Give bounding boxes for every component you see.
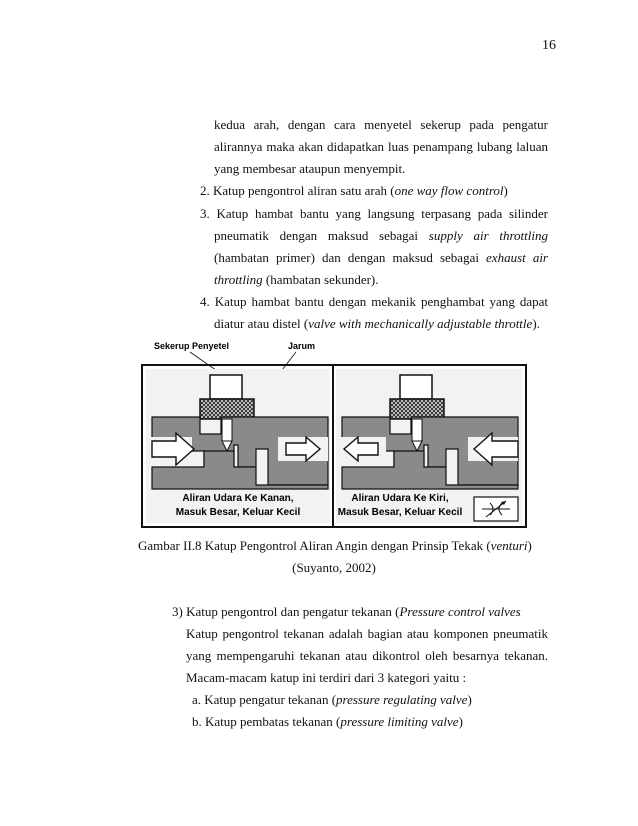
- list-item-italic: one way flow control: [394, 183, 504, 198]
- section-heading-italic: Pressure control valves: [399, 604, 521, 619]
- section-heading: [172, 603, 521, 621]
- page-number: 16: [542, 38, 556, 53]
- sub-item-close: ): [458, 714, 463, 729]
- list-item-4-line: 4. Katup hambat bantu dengan mekanik penghambat yang dapat: [200, 294, 548, 309]
- sub-item-italic: pressure regulating valve: [336, 692, 468, 707]
- sub-item-text: a. Katup pengatur tekanan (: [192, 692, 337, 707]
- list-item-italic: exhaust air: [486, 250, 548, 265]
- sub-item-close: ): [467, 692, 472, 707]
- left-panel-caption-1: Aliran Udara Ke Kanan,: [182, 493, 294, 504]
- list-item-2: [200, 182, 508, 200]
- valve-figure: [138, 339, 530, 531]
- list-item-3-line: [214, 249, 548, 267]
- body-text-line: Macam-macam katup ini terdiri dari 3 kategori yaitu :: [186, 670, 467, 685]
- adjusting-screw-knurl: [390, 399, 444, 419]
- body-text-line: yang mempengaruhi tekanan atau dikontrol oleh besarnya tekanan.: [186, 648, 548, 663]
- caption-close: ): [527, 538, 532, 553]
- sub-item-text: b. Katup pembatas tekanan (: [192, 714, 341, 729]
- list-item-italic: supply air throttling: [428, 228, 548, 243]
- body-text-line: yang membesar ataupun menyempit.: [214, 161, 406, 176]
- section-heading-text: 3) Katup pengontrol dan pengatur tekanan (: [172, 604, 400, 619]
- list-item-text: (hambatan sekunder).: [262, 272, 379, 287]
- body-text-line: alirannya maka akan didapatkan luas penampang lubang laluan: [214, 139, 548, 154]
- list-item-italic: throttling: [214, 272, 263, 287]
- right-valve-panel: [336, 369, 522, 523]
- sub-item-a: [192, 691, 472, 709]
- list-item-italic: valve with mechanically adjustable throttle: [308, 316, 533, 331]
- figure-source: (Suyanto, 2002): [292, 560, 376, 575]
- list-item-3-line: [214, 271, 379, 289]
- body-text-line: kedua arah, dengan cara menyetel sekerup pada pengatur: [214, 117, 548, 132]
- list-item-close: ): [503, 183, 508, 198]
- adjusting-screw-knurl: [200, 399, 254, 419]
- right-panel-caption-1: Aliran Udara Ke Kiri,: [351, 493, 449, 504]
- list-item-3-line: [214, 227, 548, 245]
- needle-stem: [222, 419, 232, 441]
- adjusting-screw-head: [400, 375, 432, 399]
- list-item-text: pneumatik dengan maksud sebagai: [214, 228, 429, 243]
- screw-label: Sekerup Penyetel: [154, 341, 230, 351]
- adjusting-screw-head: [210, 375, 242, 399]
- right-panel-caption-2: Masuk Besar, Keluar Kecil: [337, 507, 463, 518]
- valve-diagram: [138, 339, 530, 531]
- list-item-3-line: 3. Katup hambat bantu yang langsung terpasang pada silinder: [200, 206, 548, 221]
- list-item-close: ).: [532, 316, 540, 331]
- sub-item-b: [192, 713, 463, 731]
- sub-item-italic: pressure limiting valve: [340, 714, 459, 729]
- list-item-4-line: [214, 315, 540, 333]
- needle-stem: [412, 419, 422, 441]
- list-item-text: diatur atau distel (: [214, 316, 309, 331]
- caption-text: Gambar II.8 Katup Pengontrol Aliran Angin dengan Prinsip Tekak (: [138, 538, 491, 553]
- caption-italic: venturi: [490, 538, 528, 553]
- needle-label: Jarum: [288, 341, 316, 351]
- list-item-text: (hambatan primer) dan dengan maksud sebagai: [214, 250, 487, 265]
- left-valve-panel: [146, 369, 330, 523]
- body-text-line: Katup pengontrol tekanan adalah bagian atau komponen pneumatik: [186, 626, 548, 641]
- left-panel-caption-2: Masuk Besar, Keluar Kecil: [175, 507, 301, 518]
- list-item-text: 2. Katup pengontrol aliran satu arah (: [200, 183, 395, 198]
- figure-caption: [138, 538, 530, 554]
